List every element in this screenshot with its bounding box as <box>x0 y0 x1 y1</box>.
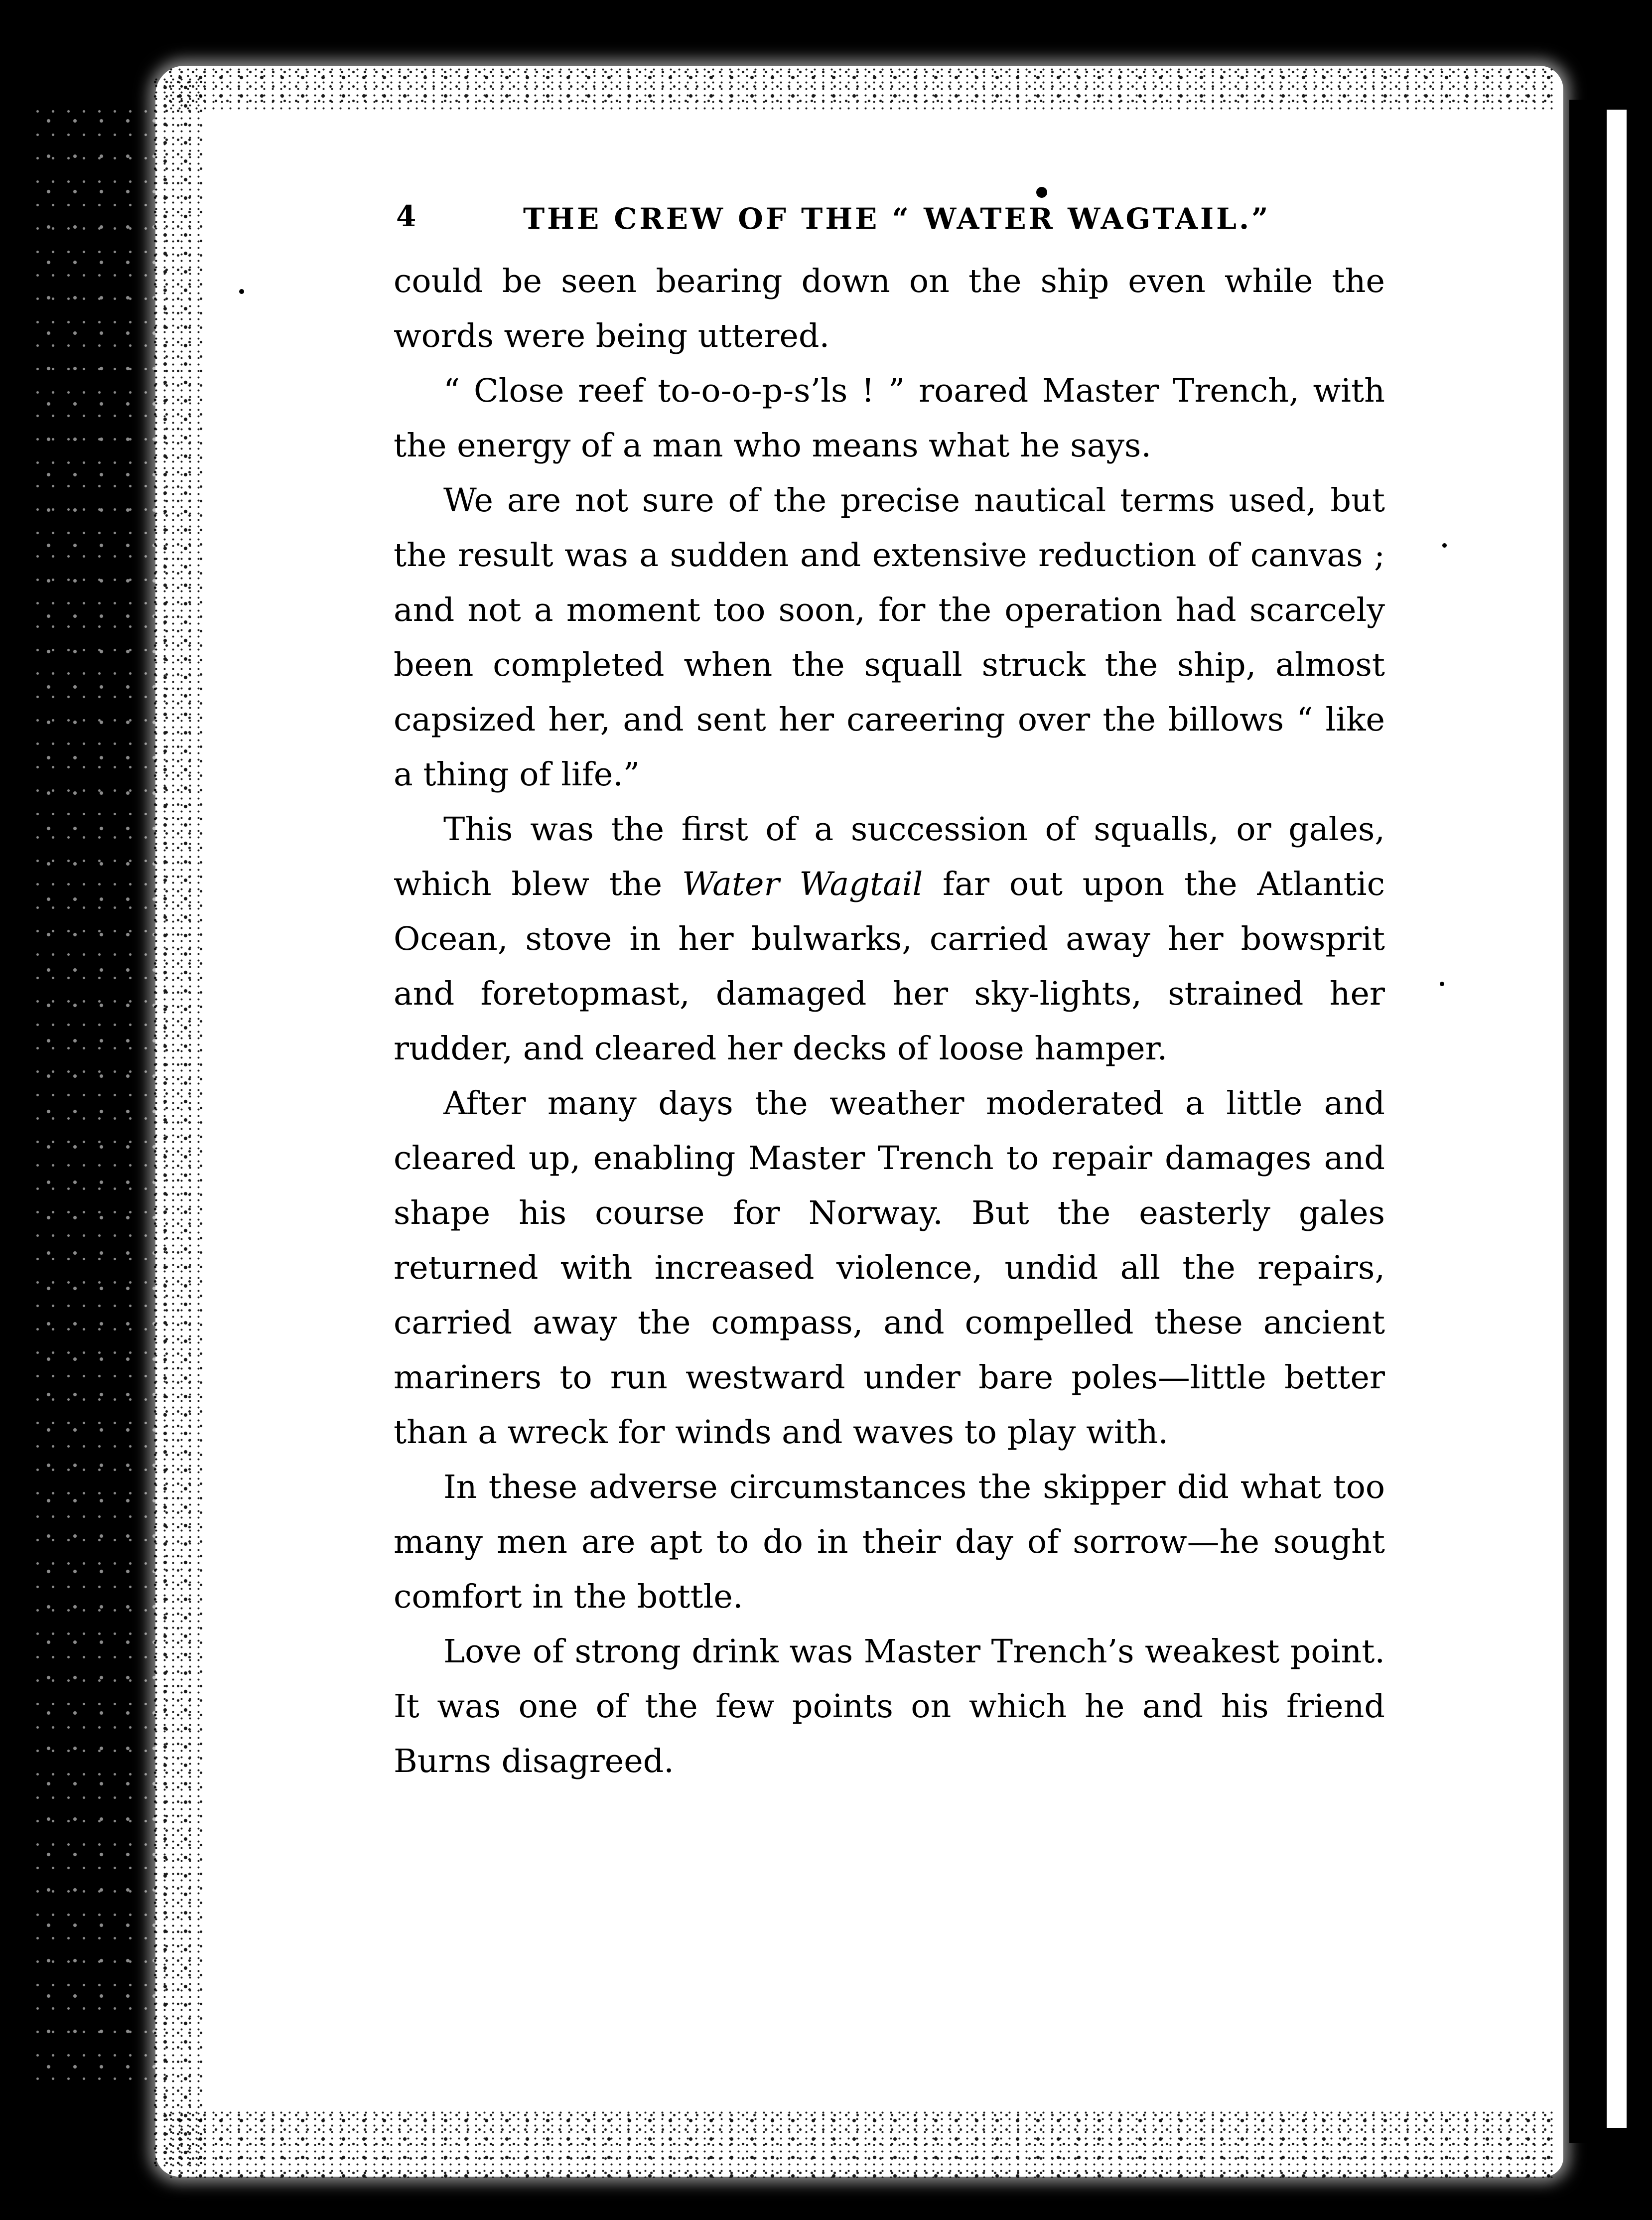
ink-mark <box>1440 982 1444 986</box>
paragraph-7: Love of strong drink was Master Trench’s weakest point. It was one of the few points on which he and his friend Burns disagreed. <box>394 1633 1385 1780</box>
running-head <box>394 199 1385 254</box>
ink-mark <box>1589 1246 1599 1258</box>
paragraph-1: could be seen bearing down on the ship even while the words were being uttered. <box>394 263 1385 355</box>
paragraph-4 <box>394 802 1385 1076</box>
text-block <box>394 199 1385 1789</box>
paragraph-4-after: far out upon the Atlantic Ocean, stove in her bulwarks, carried away her bowsprit and foretopmast, damaged her sky-lights, strained her rudder, and cleared her decks of loose hamper. <box>394 866 1385 1067</box>
body-text <box>394 254 1385 1789</box>
left-ragged-edge <box>149 75 204 2168</box>
paragraph-2: “ Close reef to-o-o-p-s’ls ! ” roared Master Trench, with the energy of a man who means what he says. <box>394 372 1385 464</box>
ink-mark <box>1036 187 1047 198</box>
ship-name: Water Wagtail <box>682 866 923 903</box>
paragraph-5: After many days the weather moderated a little and cleared up, enabling Master Trench to repair damages and shape his course for Norway. But the easterly gales returned with increased violence, undid all the repairs, carried away the compass, and compelled these ancient mariners to run westward under bare poles—little better than a wreck for winds and waves to play with. <box>394 1085 1385 1451</box>
left-edge-noise <box>30 100 159 2093</box>
paragraph-3: We are not sure of the precise nautical terms used, but the result was a sudden and extensive reduction of canvas ; and not a moment too soon, for the operation had scarcely been completed when the squall struck the ship, almost capsized her, and sent her careering over the billows “ like a thing of life.” <box>394 482 1385 793</box>
ink-mark <box>1442 543 1447 548</box>
paragraph-6: In these adverse circumstances the skipper did what too many men are apt to do in their day of sorrow—he sought comfort in the bottle. <box>394 1469 1385 1616</box>
page-number: 4 <box>396 199 419 233</box>
paragraph-4-before: This was the first of a succession of squalls, or gales, which blew the <box>394 811 1385 903</box>
book-edge-shadow <box>1569 100 1604 2143</box>
running-title: THE CREW OF THE “ WATER WAGTAIL.” <box>523 202 1271 236</box>
top-ragged-edge <box>164 65 1554 110</box>
next-page-sliver <box>1607 110 1627 2128</box>
bottom-ragged-edge <box>164 2108 1554 2178</box>
ink-mark <box>239 289 244 294</box>
